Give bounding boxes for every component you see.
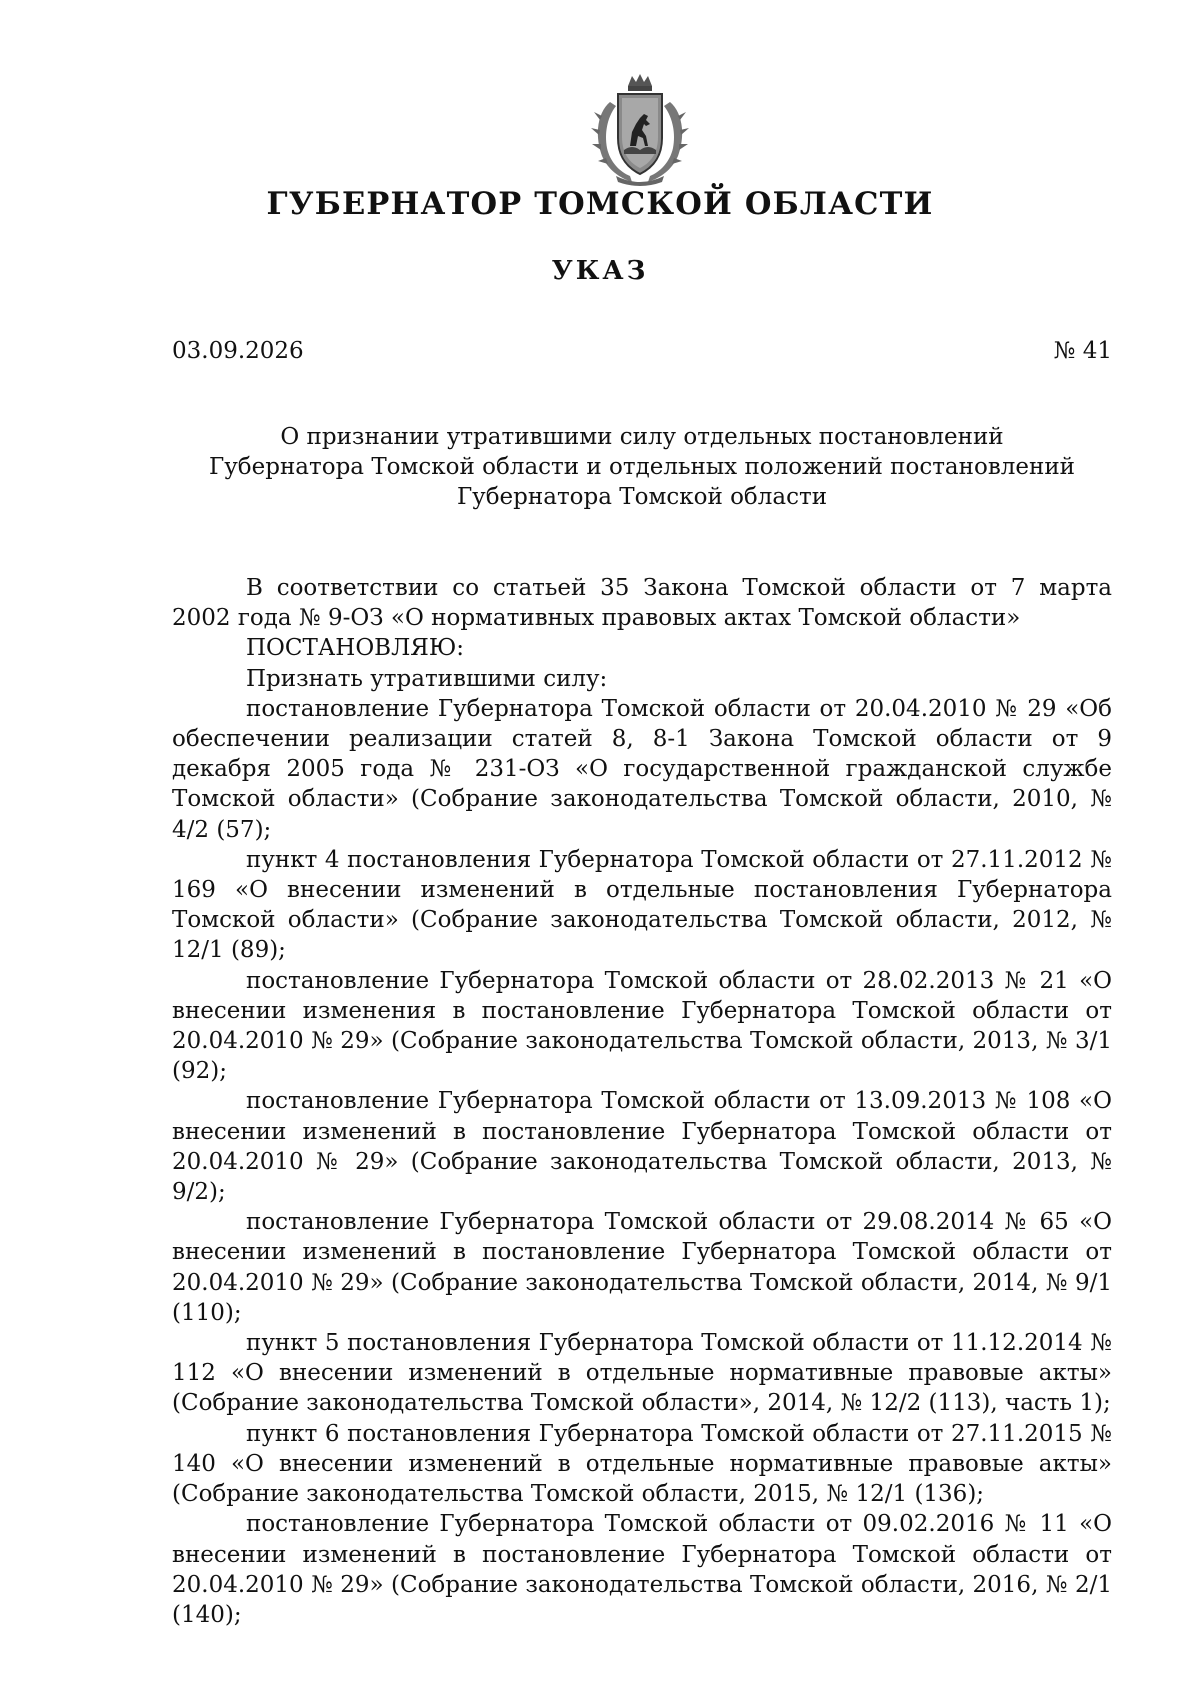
repealed-item: постановление Губернатора Томской области от 13.09.2013 № 108 «О внесении изменений в постановление Губернатора Томской области от 20.04.2010 № 29» (Собрание законодательства Томской области, 2013, № 9/2); bbox=[172, 1088, 1112, 1206]
resolution-keyword: ПОСТАНОВЛЯЮ: bbox=[246, 635, 465, 662]
repealed-item: пункт 4 постановления Губернатора Томской области от 27.11.2012 № 169 «О внесении изменений в отдельные постановления Губернатора Томской области» (Собрание законодательства Томской области, 2012, № 12/1 (89); bbox=[172, 846, 1112, 964]
document-type: УКАЗ bbox=[551, 256, 649, 286]
title-line: Губернатора Томской области и отдельных положений постановлений bbox=[209, 454, 1075, 480]
document-title bbox=[172, 422, 1112, 512]
title-line: О признании утратившими силу отдельных постановлений bbox=[280, 424, 1004, 450]
issuing-authority: ГУБЕРНАТОР ТОМСКОЙ ОБЛАСТИ bbox=[266, 186, 934, 222]
coat-of-arms-icon bbox=[580, 72, 700, 190]
repealed-item: постановление Губернатора Томской области от 09.02.2016 № 11 «О внесении изменений в постановление Губернатора Томской области от 20.04.2010 № 29» (Собрание законодательства Томской области, 2016, № 2/1 (140); bbox=[172, 1511, 1112, 1628]
preamble-paragraph: В соответствии со статьей 35 Закона Томской области от 7 марта 2002 года № 9-ОЗ «О нормативных правовых актах Томской области» bbox=[172, 575, 1112, 632]
repealed-item: пункт 5 постановления Губернатора Томской области от 11.12.2014 № 112 «О внесении изменений в отдельные нормативные правовые акты» (Собрание законодательства Томской области», 2014, № 12/2 (113), часть 1); bbox=[172, 1330, 1112, 1417]
repealed-item: постановление Губернатора Томской области от 29.08.2014 № 65 «О внесении изменений в постановление Губернатора Томской области от 20.04.2010 № 29» (Собрание законодательства Томской области, 2014, № 9/1 (110); bbox=[172, 1209, 1112, 1326]
document-date: 03.09.2026 bbox=[172, 338, 304, 364]
resolution-intro: Признать утратившими силу: bbox=[246, 665, 608, 692]
document-body bbox=[172, 573, 1112, 1630]
repealed-item: постановление Губернатора Томской области от 28.02.2013 № 21 «О внесении изменения в постановление Губернатора Томской области от 20.04.2010 № 29» (Собрание законодательства Томской области, 2013, № 3/1 (92); bbox=[172, 967, 1112, 1085]
repealed-item: постановление Губернатора Томской области от 20.04.2010 № 29 «Об обеспечении реализации статей 8, 8-1 Закона Томской области от 9 декабря 2005 года № 231-ОЗ «О государственной гражданской службе Томской области» (Собрание законодательства Томской области, 2010, № 4/2 (57); bbox=[172, 695, 1112, 843]
repealed-item: пункт 6 постановления Губернатора Томской области от 27.11.2015 № 140 «О внесении изменений в отдельные нормативные правовые акты» (Собрание законодательства Томской области, 2015, № 12/1 (136); bbox=[172, 1420, 1112, 1508]
title-line: Губернатора Томской области bbox=[456, 484, 828, 510]
document-number: № 41 bbox=[1053, 338, 1112, 364]
